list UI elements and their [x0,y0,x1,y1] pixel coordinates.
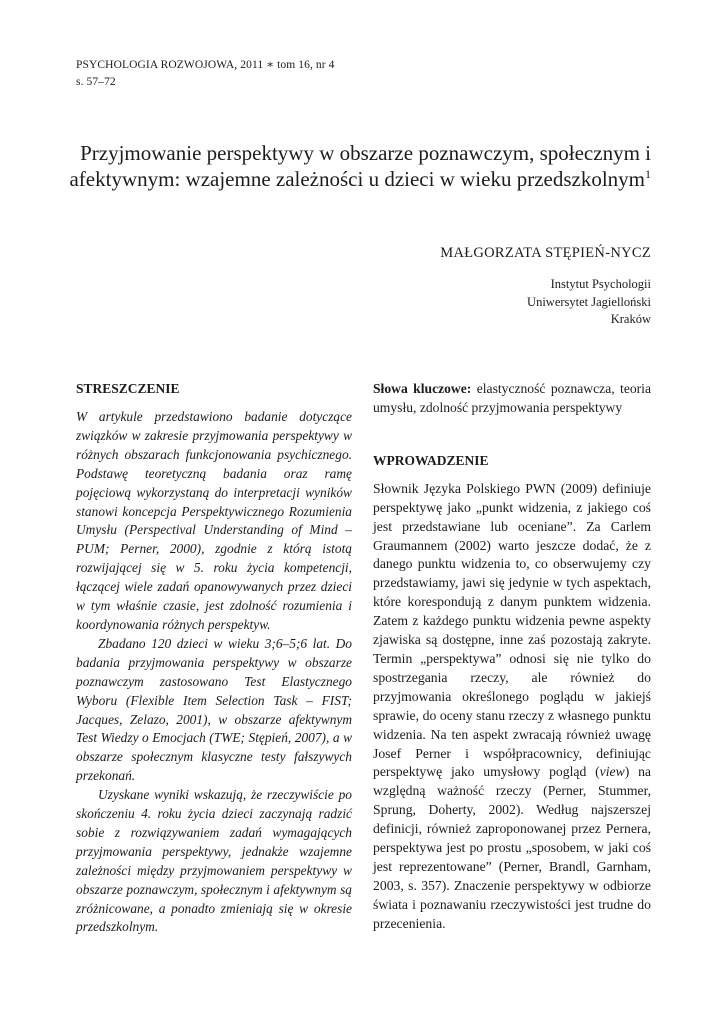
article-title [61,140,651,192]
author-name: MAŁGORZATA STĘPIEŃ-NYCZ [440,245,651,261]
keywords-text: elastyczność poznawcza, teoria umysłu, zdolność przyjmowania perspektywy [373,381,651,415]
affiliation-university: Uniwersytet Jagielloński [527,294,651,309]
affiliation-institute: Instytut Psychologii [550,277,651,291]
introduction-text-continued: ) na względną ważność rzeczy (Perner, Stummer, Sprung, Doherty, 2002). Według najszerszej definicji, również zaproponowanej przez Pernera, perspektywa jest po prostu „sposobem, w jaki coś jest reprezentowane” (Perner, Brandl, Garnham, 2003, s. 357). Znaczenie perspektywy w odbiorze świata i poznawaniu rzeczywistości jest trudne do przecenienia. [373,764,651,931]
introduction-heading: WPROWADZENIE [373,452,489,468]
introduction-text: Słownik Języka Polskiego PWN (2009) definiuje perspektywę jako „punkt widzenia, z jakiego coś jest przedstawiane lub oceniane”. Za Carlem Graumannem (2002) warto jeszcze dodać, że z danego punktu widzenia to, co obserwujemy czy przedstawiamy, jawi się jedynie w tych aspektach, które korespondują z danym punktem widzenia. Zatem z każdego punktu widzenia pewne aspekty zjawiska są dostępne, inne zaś pozostają zakryte. Termin „perspektywa” odnosi się nie tylko do spostrzegania rzeczy, ale również do przyjmowania określonego poglądu w jakiejś sprawie, do oceny stanu rzeczy z własnego punktu widzenia. Na ten aspekt zwracają również uwagę Josef Perner i współpracownicy, definiując perspektywę jako umysłowy pogląd ( [373,480,651,780]
abstract-heading: STRESZCZENIE [76,381,180,396]
author-affiliation [527,276,651,329]
introduction-term-view: view [599,764,625,780]
abstract-paragraph-1: W artykule przedstawiono badanie dotyczące związków w zakresie przyjmowania perspektywy w różnych obszarach funkcjonowania psychicznego. Podstawę teoretyczną badania oraz ramę pojęciową wykorzystaną do interpretacji wyników stanowi koncepcja Perspektywicznego Rozumienia Umysłu (Perspectival Understanding of Mind – PUM; Perner, 2000), zgodnie z którą istotą rozwijającej się w 5. roku życia kompetencji, łączącej wiele zadań opanowywanych przez dzieci w tym właśnie czasie, jest zdolność rozumienia i koordynowania różnych perspektyw. [76,409,352,632]
page-range: s. 57–72 [76,76,116,88]
introduction-paragraph [373,480,651,934]
keywords-label: Słowa kluczowe: [373,381,472,396]
abstract-paragraph-3: Uzyskane wyniki wskazują, że rzeczywiście po skończeniu 4. roku życia dzieci zaczynają radzić sobie z rozwiązywaniem zadań wymagających przyjmowania perspektywy, jednakże wzajemne zależności między przyjmowaniem perspektywy w obszarze poznawczym, społecznym i afektywnym są zróżnicowane, a ponadto zmieniają się w okresie przedszkolnym. [76,787,352,935]
abstract-paragraph-2: Zbadano 120 dzieci w wieku 3;6–5;6 lat. Do badania przyjmowania perspektywy w obszarze poznawczym zastosowano Test Elastycznego Wyboru (Flexible Item Selection Task – FIST; Jacques, Zelazo, 2001), w obszarze afektywnym Test Wiedzy o Emocjach (TWE; Stępień, 2007), a w obszarze społecznym klasyczne testy fałszywych przekonań. [76,635,352,784]
title-footnote-marker[interactable]: 1 [645,167,651,181]
abstract-body [76,408,352,937]
journal-header [76,57,335,91]
keywords [373,380,651,418]
affiliation-city: Kraków [610,312,651,326]
left-column [76,380,352,937]
right-column [373,380,651,934]
article-title-text: Przyjmowanie perspektywy w obszarze poznawczym, społecznym i afektywnym: wzajemne zależności u dzieci w wieku przedszkolnym [69,141,651,191]
journal-citation: PSYCHOLOGIA ROZWOJOWA, 2011 ∗ tom 16, nr 4 [76,59,335,71]
